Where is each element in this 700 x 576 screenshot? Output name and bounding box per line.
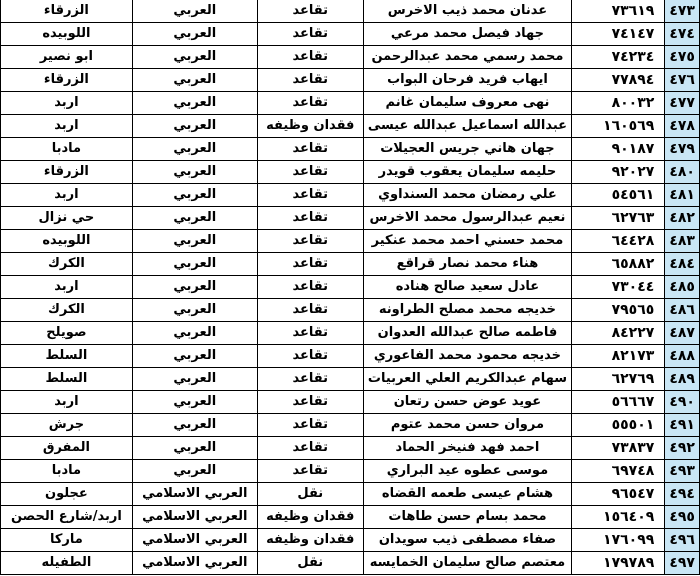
id-number-cell: ٧٧٨٩٤ [572,69,665,92]
table-body [1,0,700,575]
education-cell: العربي [132,138,257,161]
education-cell: العربي [132,345,257,368]
serial-number-cell: ٤٧٦ [665,69,700,92]
city-cell: الزرقاء [1,69,133,92]
name-cell: محمد حسني احمد محمد عنكير [363,230,571,253]
education-cell: العربي الاسلامي [132,529,257,552]
table-row [1,230,700,253]
id-number-cell: ٦٢٧٦٩ [572,368,665,391]
name-cell: علي رمضان محمد السنداوي [363,184,571,207]
education-cell: العربي الاسلامي [132,552,257,575]
serial-number-cell: ٤٧٤ [665,23,700,46]
city-cell: اربد [1,115,133,138]
id-number-cell: ١٧٦٠٩٩ [572,529,665,552]
name-cell: فاطمه صالح عبدالله العدوان [363,322,571,345]
name-cell: هشام عيسى طعمه القضاه [363,483,571,506]
city-cell: السلط [1,368,133,391]
education-cell: العربي [132,46,257,69]
reason-cell: تقاعد [257,0,363,23]
serial-number-cell: ٤٩١ [665,414,700,437]
education-cell: العربي [132,276,257,299]
education-cell: العربي [132,161,257,184]
id-number-cell: ١٦٠٥٦٩ [572,115,665,138]
id-number-cell: ٦٥٨٨٢ [572,253,665,276]
table-row [1,483,700,506]
serial-number-cell: ٤٨٨ [665,345,700,368]
table-row [1,184,700,207]
serial-number-cell: ٤٩٠ [665,391,700,414]
reason-cell: تقاعد [257,460,363,483]
table-row [1,276,700,299]
table-row [1,138,700,161]
city-cell: المفرق [1,437,133,460]
serial-number-cell: ٤٨٢ [665,207,700,230]
city-cell: اللوبيده [1,23,133,46]
reason-cell: تقاعد [257,69,363,92]
table-row [1,322,700,345]
city-cell: السلط [1,345,133,368]
table-row [1,92,700,115]
serial-number-cell: ٤٨٤ [665,253,700,276]
serial-number-cell: ٤٩٣ [665,460,700,483]
id-number-cell: ٦٢٧٦٣ [572,207,665,230]
name-cell: خديجه محمد مصلح الطراونه [363,299,571,322]
table-row [1,552,700,575]
serial-number-cell: ٤٨٦ [665,299,700,322]
reason-cell: تقاعد [257,414,363,437]
name-cell: هناء محمد نصار قراقع [363,253,571,276]
table-row [1,23,700,46]
id-number-cell: ٧٤٢٣٤ [572,46,665,69]
serial-number-cell: ٤٩٤ [665,483,700,506]
id-number-cell: ٥٥٥٠١ [572,414,665,437]
table-row [1,529,700,552]
reason-cell: تقاعد [257,391,363,414]
table-row [1,253,700,276]
id-number-cell: ٨٢١٧٣ [572,345,665,368]
id-number-cell: ٩٦٥٤٧ [572,483,665,506]
reason-cell: تقاعد [257,92,363,115]
education-cell: العربي [132,92,257,115]
city-cell: حي نزال [1,207,133,230]
reason-cell: تقاعد [257,276,363,299]
table-row [1,115,700,138]
education-cell: العربي [132,368,257,391]
city-cell: الكرك [1,299,133,322]
serial-number-cell: ٤٨٥ [665,276,700,299]
city-cell: الزرقاء [1,0,133,23]
name-cell: احمد فهد فنيخر الحماد [363,437,571,460]
name-cell: جهان هاني جريس العجيلات [363,138,571,161]
id-number-cell: ٧٣٠٤٤ [572,276,665,299]
reason-cell: تقاعد [257,46,363,69]
city-cell: ماركا [1,529,133,552]
city-cell: اربد [1,184,133,207]
name-cell: سهام عبدالكريم العلي العربيات [363,368,571,391]
table-row [1,437,700,460]
serial-number-cell: ٤٩٦ [665,529,700,552]
education-cell: العربي [132,230,257,253]
name-cell: صفاء مصطفى ذيب سويدان [363,529,571,552]
name-cell: حليمه سليمان يعقوب قويدر [363,161,571,184]
id-number-cell: ٩٢٠٢٧ [572,161,665,184]
serial-number-cell: ٤٨١ [665,184,700,207]
city-cell: الكرك [1,253,133,276]
city-cell: جرش [1,414,133,437]
reason-cell: تقاعد [257,253,363,276]
serial-number-cell: ٤٨٣ [665,230,700,253]
education-cell: العربي [132,391,257,414]
name-cell: نعيم عبدالرسول محمد الاخرس [363,207,571,230]
table-row [1,69,700,92]
id-number-cell: ٧٩٥٦٥ [572,299,665,322]
reason-cell: فقدان وظيفه [257,529,363,552]
serial-number-cell: ٤٩٧ [665,552,700,575]
table-row [1,414,700,437]
table-row [1,368,700,391]
serial-number-cell: ٤٨٩ [665,368,700,391]
id-number-cell: ٦٤٤٢٨ [572,230,665,253]
name-cell: موسى عطوه عيد البراري [363,460,571,483]
table-row [1,345,700,368]
name-cell: مروان حسن محمد عتوم [363,414,571,437]
id-number-cell: ٦٩٧٤٨ [572,460,665,483]
education-cell: العربي الاسلامي [132,483,257,506]
education-cell: العربي [132,207,257,230]
id-number-cell: ٨٠٠٣٢ [572,92,665,115]
education-cell: العربي [132,460,257,483]
serial-number-cell: ٤٧٣ [665,0,700,23]
name-cell: عادل سعيد صالح هناده [363,276,571,299]
table-row [1,207,700,230]
reason-cell: تقاعد [257,138,363,161]
reason-cell: فقدان وظيفه [257,506,363,529]
name-cell: خديجه محمود محمد الفاعوري [363,345,571,368]
city-cell: مادبا [1,138,133,161]
reason-cell: تقاعد [257,345,363,368]
education-cell: العربي [132,23,257,46]
id-number-cell: ٥٦٦٦٧ [572,391,665,414]
name-cell: عويد عوض حسن رتعان [363,391,571,414]
id-number-cell: ١٥٦٤٠٩ [572,506,665,529]
reason-cell: نقل [257,552,363,575]
education-cell: العربي [132,437,257,460]
id-number-cell: ٧٣٦١٩ [572,0,665,23]
city-cell: الطفيله [1,552,133,575]
reason-cell: تقاعد [257,437,363,460]
city-cell: عجلون [1,483,133,506]
serial-number-cell: ٤٩٢ [665,437,700,460]
serial-number-cell: ٤٧٨ [665,115,700,138]
education-cell: العربي [132,414,257,437]
education-cell: العربي [132,322,257,345]
education-cell: العربي [132,299,257,322]
table-row [1,506,700,529]
serial-number-cell: ٤٩٥ [665,506,700,529]
serial-number-cell: ٤٨٧ [665,322,700,345]
table-row [1,299,700,322]
city-cell: اربد/شارع الحصن [1,506,133,529]
education-cell: العربي الاسلامي [132,506,257,529]
serial-number-cell: ٤٨٠ [665,161,700,184]
name-cell: محمد رسمي محمد عبدالرحمن [363,46,571,69]
education-cell: العربي [132,115,257,138]
name-cell: عدنان محمد ذيب الاخرس [363,0,571,23]
city-cell: صويلح [1,322,133,345]
name-cell: جهاد فيصل محمد مرعي [363,23,571,46]
name-cell: محمد بسام حسن طاهات [363,506,571,529]
name-cell: ايهاب فريد فرحان البواب [363,69,571,92]
reason-cell: تقاعد [257,184,363,207]
education-cell: العربي [132,69,257,92]
id-number-cell: ٧٤١٤٧ [572,23,665,46]
id-number-cell: ٧٣٨٣٧ [572,437,665,460]
table-row [1,46,700,69]
serial-number-cell: ٤٧٥ [665,46,700,69]
city-cell: اربد [1,276,133,299]
city-cell: مادبا [1,460,133,483]
city-cell: اربد [1,92,133,115]
education-cell: العربي [132,184,257,207]
education-cell: العربي [132,0,257,23]
city-cell: الزرقاء [1,161,133,184]
table-row [1,391,700,414]
reason-cell: تقاعد [257,322,363,345]
reason-cell: تقاعد [257,207,363,230]
id-number-cell: ٥٤٥٦١ [572,184,665,207]
table-row [1,0,700,23]
name-cell: نهى معروف سليمان غانم [363,92,571,115]
name-cell: عبدالله اسماعيل عبدالله عيسى [363,115,571,138]
reason-cell: تقاعد [257,23,363,46]
reason-cell: تقاعد [257,230,363,253]
reason-cell: نقل [257,483,363,506]
reason-cell: تقاعد [257,161,363,184]
serial-number-cell: ٤٧٧ [665,92,700,115]
id-number-cell: ٨٤٢٢٧ [572,322,665,345]
reason-cell: تقاعد [257,299,363,322]
reason-cell: تقاعد [257,368,363,391]
city-cell: ابو نصير [1,46,133,69]
serial-number-cell: ٤٧٩ [665,138,700,161]
reason-cell: فقدان وظيفه [257,115,363,138]
id-number-cell: ٩٠١٨٧ [572,138,665,161]
table-row [1,161,700,184]
education-cell: العربي [132,253,257,276]
table-row [1,460,700,483]
city-cell: اللوبيده [1,230,133,253]
name-cell: معتصم صالح سليمان الخمايسه [363,552,571,575]
id-number-cell: ١٧٩٧٨٩ [572,552,665,575]
city-cell: اربد [1,391,133,414]
